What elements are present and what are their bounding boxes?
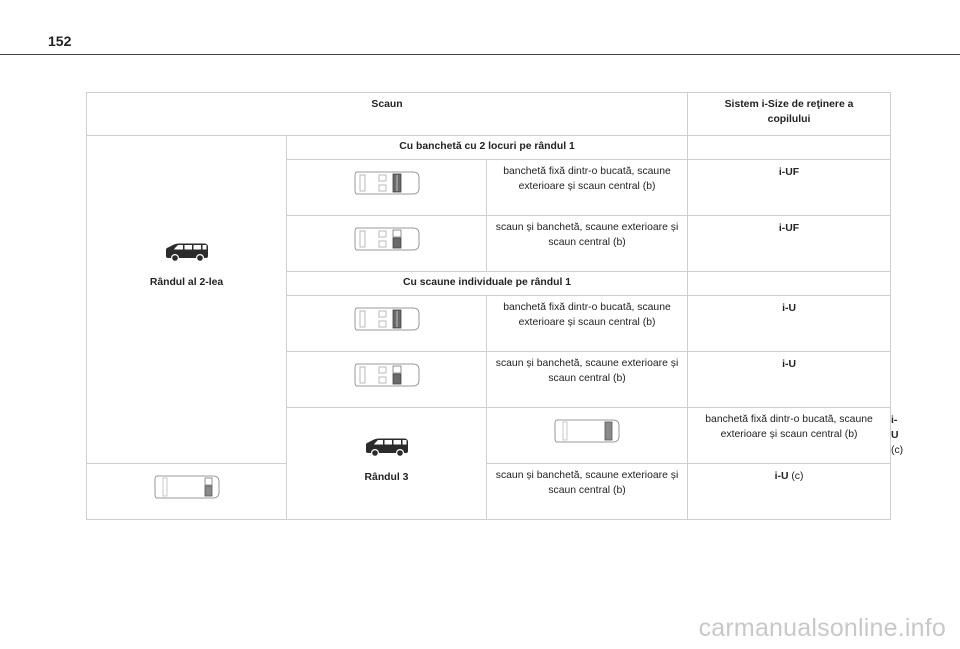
seat-row-2-cell [87, 136, 287, 464]
table-row [87, 464, 891, 520]
diagram-cell [287, 352, 487, 408]
van-icon [364, 436, 410, 458]
subheader-individual: Cu scaune individuale pe rândul 1 [287, 272, 688, 296]
subheader-bench: Cu banchetă cu 2 locuri pe rândul 1 [287, 136, 688, 160]
car-seat-layout-bench-icon [353, 168, 421, 198]
seat-row-3-cell [287, 408, 487, 520]
system-value: i-UF [778, 223, 800, 234]
system-value: i-U [891, 415, 899, 441]
system-note: (c) [788, 471, 804, 482]
table-header-row [87, 93, 891, 136]
header-system: Sistem i-Size de reţinere a copilului [688, 93, 891, 136]
car-seat-layout-split-icon [353, 224, 421, 254]
description-cell: scaun și banchetă, scaune exterioare și scaun central (b) [487, 216, 688, 272]
description-cell: banchetă fixă dintr-o bucată, scaune exterioare și scaun central (b) [487, 296, 688, 352]
header-seat: Scaun [87, 93, 688, 136]
subheader-bench-empty [688, 136, 891, 160]
van-icon [164, 241, 210, 263]
system-value: i-U [782, 359, 796, 370]
diagram-cell [287, 216, 487, 272]
system-cell [688, 352, 891, 408]
car-seat-layout-row3-bench-icon [553, 416, 621, 446]
seat-compatibility-table [86, 92, 904, 520]
subheader-bench-row [87, 136, 891, 160]
system-value: i-U [782, 303, 796, 314]
system-cell [688, 464, 891, 520]
system-cell [688, 216, 891, 272]
system-cell [688, 296, 891, 352]
system-note: (c) [891, 445, 904, 456]
car-seat-layout-split-icon [353, 360, 421, 390]
page-number: 152 [48, 33, 72, 49]
diagram-cell [487, 408, 688, 464]
car-seat-layout-bench-icon [353, 304, 421, 334]
diagram-cell [287, 296, 487, 352]
seat-row-2-label: Rândul al 2-lea [149, 276, 224, 288]
header-rule [0, 54, 960, 55]
diagram-cell [287, 160, 487, 216]
description-cell: banchetă fixă dintr-o bucată, scaune exterioare și scaun central (b) [688, 408, 891, 464]
description-cell: scaun și banchetă, scaune exterioare și scaun central (b) [487, 464, 688, 520]
car-seat-layout-row3-split-icon [153, 472, 221, 502]
system-cell [688, 160, 891, 216]
system-value: i-UF [778, 167, 800, 178]
system-value: i-U [774, 471, 789, 482]
seat-row-3-label: Rândul 3 [364, 471, 409, 483]
description-cell: scaun și banchetă, scaune exterioare și scaun central (b) [487, 352, 688, 408]
diagram-cell [87, 464, 287, 520]
subheader-individual-empty [688, 272, 891, 296]
watermark: carmanualsonline.info [698, 614, 946, 642]
description-cell: banchetă fixă dintr-o bucată, scaune exterioare și scaun central (b) [487, 160, 688, 216]
